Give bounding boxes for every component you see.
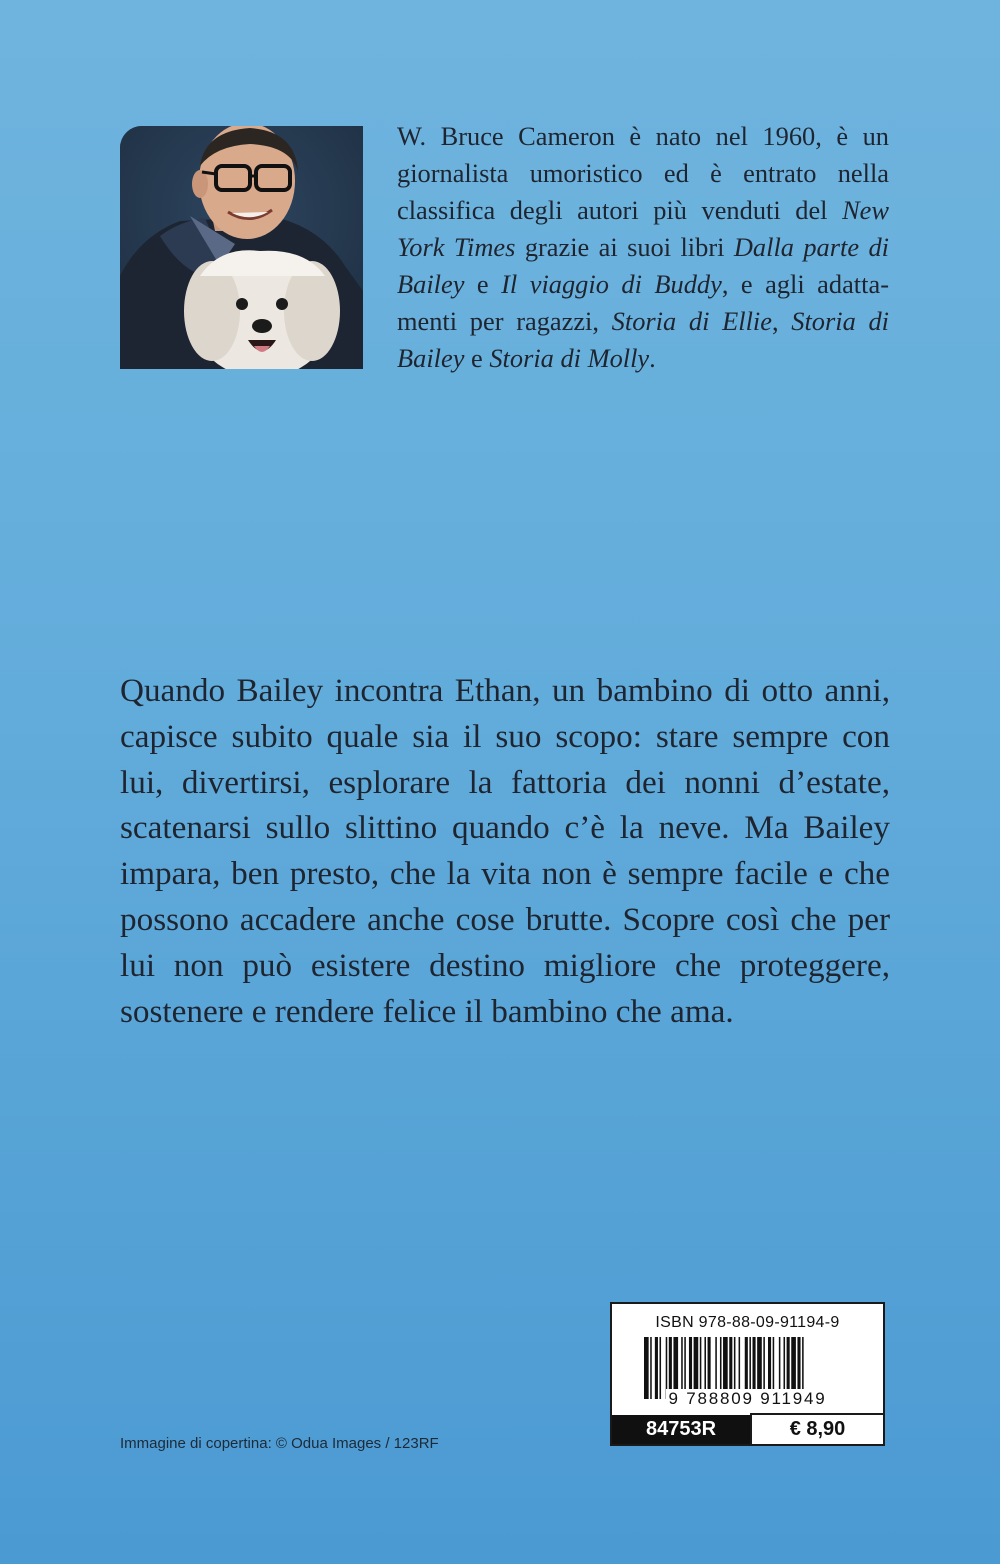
price: € 8,90: [750, 1413, 883, 1444]
bio-text: .: [649, 343, 656, 373]
cover-image-credit: Immagine di copertina: © Odua Images / 123RF: [120, 1435, 439, 1452]
barcode-digits: 9 788809 911949: [668, 1389, 827, 1408]
bio-text: ,: [771, 306, 792, 336]
author-photo: [120, 126, 363, 369]
book-blurb: Quando Bailey incontra Ethan, un bambino di otto anni, capisce subito quale sia il suo scopo: stare sempre con lui, divertirsi, esplorare la fattoria dei nonni d’estate, scatenarsi sullo slittino quando c’è la neve. Ma Bailey impara, ben presto, che la vita non è sempre facile e che possono accadere anche cose brutte. Scopre così che per lui non può esistere destino migliore che proteggere, sostenere e rendere felice il bambino che ama.: [120, 672, 890, 1030]
bio-book-title: Storia di Ellie: [611, 306, 772, 336]
bio-text: e: [464, 269, 502, 299]
bio-text: e: [464, 343, 490, 373]
barcode-digits-row: [612, 1389, 883, 1409]
bio-text: , e agli adattamenti per ragazzi,: [397, 269, 889, 336]
product-code: 84753R: [612, 1415, 750, 1444]
bio-book-title: Dalla parte di Bailey: [397, 232, 889, 299]
bio-text: W. Bruce Cameron è nato nel 1960, è un giornalista umoristico ed è entrato nella classifica degli autori più venduti del: [397, 121, 889, 225]
author-with-dog-image: [120, 126, 363, 369]
isbn-label: ISBN 978-88-09-91194-9: [655, 1314, 840, 1331]
bio-book-title: Storia di Molly: [489, 343, 650, 373]
author-bio: [397, 118, 889, 377]
bio-book-title: Il viaggio di Buddy: [501, 269, 722, 299]
bio-text: grazie ai suoi libri: [515, 232, 734, 262]
bio-newspaper-title: New York Times: [397, 195, 889, 262]
barcode-box: [610, 1302, 885, 1446]
bio-book-title: Storia di Bailey: [397, 306, 889, 373]
